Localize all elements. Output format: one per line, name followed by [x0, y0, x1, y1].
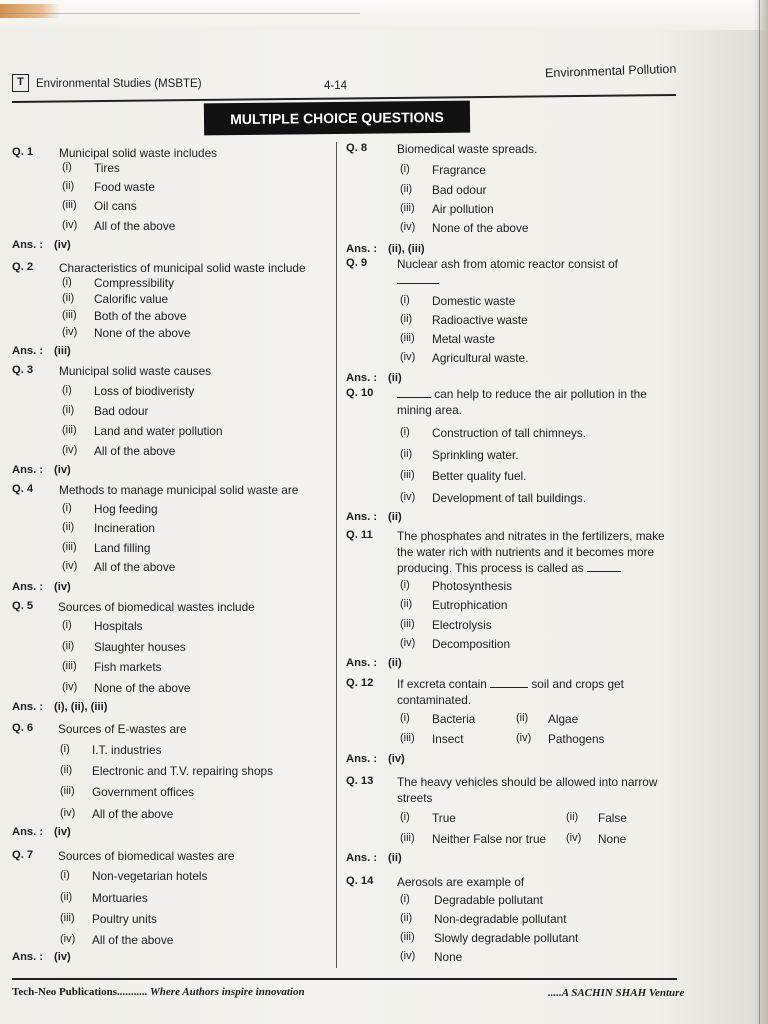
answer-value: (ii): [388, 852, 402, 864]
publisher-logo-icon: T: [12, 74, 29, 92]
question-number: Q. 7: [12, 849, 34, 861]
question-text: [397, 387, 647, 401]
page-number: 4-14: [324, 80, 348, 92]
option-number: (iii): [400, 618, 415, 630]
right-column: [346, 0, 676, 1024]
column-divider: [336, 142, 337, 968]
question-text-part: If excreta contain: [397, 677, 491, 691]
answer-value: (iii): [54, 345, 71, 357]
answer-value: (ii), (iii): [388, 243, 425, 255]
answer-label: Ans. :: [346, 852, 378, 864]
option-number: (iii): [400, 832, 415, 844]
option-number: (iv): [62, 219, 78, 231]
option-number: (i): [400, 893, 410, 905]
answer-value: (ii): [388, 657, 402, 669]
option-number: (i): [400, 712, 410, 724]
option-number: (i): [62, 502, 72, 514]
fill-blank: [397, 387, 431, 398]
option-number: (iv): [62, 444, 78, 456]
option-number: (iv): [62, 681, 78, 693]
option-number: (iv): [60, 933, 76, 945]
answer-value: (ii): [388, 372, 402, 384]
section-banner: MULTIPLE CHOICE QUESTIONS: [204, 101, 470, 136]
question-text: Biomedical waste spreads.: [397, 142, 538, 156]
option-text: Poultry units: [92, 912, 157, 926]
option-number: (ii): [400, 183, 413, 195]
option-text: Incineration: [94, 521, 155, 535]
option-number: (iv): [60, 807, 76, 819]
question-number: Q. 12: [346, 677, 374, 689]
option-number: (i): [62, 384, 72, 396]
option-number: (ii): [60, 891, 73, 903]
option-text: All of the above: [94, 219, 176, 233]
book-title: Environmental Studies (MSBTE): [36, 78, 202, 90]
option-text: Slaughter houses: [94, 640, 186, 654]
answer-label: Ans. :: [346, 243, 378, 255]
question-text: Sources of biomedical wastes are: [58, 849, 235, 863]
question-text: Aerosols are example of: [397, 875, 525, 889]
option-text: Bad odour: [432, 183, 487, 197]
option-text: Fragrance: [432, 163, 486, 177]
option-number: (i): [400, 294, 410, 306]
answer-value: (iv): [54, 239, 71, 251]
chapter-title: Environmental Pollution: [544, 61, 677, 81]
question-number: Q. 13: [346, 775, 374, 787]
answer-label: Ans. :: [12, 951, 44, 963]
question-number: Q. 6: [12, 722, 34, 734]
question-text: Sources of biomedical wastes include: [58, 600, 255, 614]
option-text: Food waste: [94, 180, 155, 194]
option-text: Photosynthesis: [432, 579, 513, 593]
option-number: (i): [400, 163, 410, 175]
question-text: contaminated.: [397, 693, 472, 707]
option-number: (ii): [62, 404, 75, 416]
answer-label: Ans. :: [12, 826, 44, 838]
option-text: Sprinkling water.: [432, 448, 519, 462]
option-number: (ii): [60, 764, 73, 776]
option-number: (iv): [400, 221, 416, 233]
option-number: (ii): [400, 912, 413, 924]
footer-publisher: [12, 986, 305, 998]
answer-label: Ans. :: [346, 511, 378, 523]
answer-value: (iv): [54, 951, 71, 963]
option-text: Tires: [94, 161, 120, 175]
option-text: None of the above: [94, 681, 191, 695]
option-number: (ii): [566, 811, 579, 823]
answer-label: Ans. :: [12, 581, 44, 593]
question-text-part: can help to reduce the air pollution in the: [431, 387, 647, 401]
footer-brand: Tech-Neo Publications: [12, 986, 118, 998]
question-number: Q. 11: [346, 529, 373, 541]
question-text: Characteristics of municipal solid waste include: [59, 261, 306, 275]
question-number: Q. 8: [346, 142, 368, 154]
option-number: (i): [62, 161, 72, 173]
option-text: None: [598, 832, 627, 846]
option-number: (iv): [566, 832, 582, 844]
option-text: All of the above: [92, 933, 174, 947]
left-column: [12, 0, 332, 1024]
option-text: Hospitals: [94, 619, 143, 633]
option-text: Loss of biodiveristy: [94, 384, 195, 398]
option-text: None of the above: [94, 326, 191, 340]
question-number: Q. 1: [12, 146, 34, 158]
question-text: Sources of E-wastes are: [58, 722, 187, 736]
option-text: None: [434, 950, 463, 964]
option-text: Both of the above: [94, 309, 187, 323]
question-number: Q. 2: [12, 261, 34, 273]
option-text: Compressibility: [94, 276, 174, 290]
option-number: (iv): [400, 950, 416, 962]
option-text: Slowly degradable pollutant: [434, 931, 579, 945]
option-text: Government offices: [92, 785, 195, 799]
option-text: Fish markets: [94, 660, 162, 674]
answer-label: Ans. :: [346, 753, 378, 765]
option-text: Non-vegetarian hotels: [92, 869, 208, 883]
question-text: Municipal solid waste includes: [59, 146, 218, 160]
answer-label: Ans. :: [12, 464, 44, 476]
fill-blank: [397, 273, 439, 284]
question-text: Municipal solid waste causes: [59, 364, 212, 378]
question-number: Q. 4: [12, 483, 34, 495]
option-text: False: [598, 811, 627, 825]
option-text: Pathogens: [548, 732, 605, 746]
answer-value: (ii): [388, 511, 402, 523]
fill-blank: [490, 677, 528, 688]
option-text: Agricultural waste.: [432, 351, 529, 365]
option-text: I.T. industries: [92, 743, 162, 757]
fill-blank: [587, 561, 621, 572]
option-number: (iv): [62, 326, 78, 338]
option-number: (i): [400, 811, 410, 823]
option-text: Oil cans: [94, 199, 137, 213]
answer-value: (iv): [388, 753, 405, 765]
option-text: Construction of tall chimneys.: [432, 426, 587, 440]
option-number: (iii): [400, 732, 415, 744]
option-text: Metal waste: [432, 332, 495, 346]
footer-tagline: Where Authors inspire innovation: [150, 986, 305, 998]
option-number: (iii): [62, 199, 77, 211]
option-text: Bad odour: [94, 404, 149, 418]
option-number: (iii): [60, 785, 75, 797]
answer-label: Ans. :: [346, 372, 378, 384]
option-number: (ii): [62, 292, 75, 304]
option-number: (iv): [62, 560, 78, 572]
option-text: Land filling: [94, 541, 151, 555]
option-text: Electrolysis: [432, 618, 492, 632]
question-number: Q. 10: [346, 387, 374, 399]
option-text: All of the above: [94, 444, 176, 458]
option-number: (iv): [516, 732, 532, 744]
question-text: Nuclear ash from atomic reactor consist of: [397, 257, 618, 271]
option-text: None of the above: [432, 221, 529, 235]
option-number: (ii): [400, 448, 413, 460]
option-text: Bacteria: [432, 712, 476, 726]
option-text: Better quality fuel.: [432, 469, 527, 483]
question-text-part: producing. This process is called as: [397, 561, 584, 575]
option-number: (iii): [62, 309, 77, 321]
option-text: Degradable pollutant: [434, 893, 543, 907]
answer-value: (iv): [54, 581, 71, 593]
option-text: Non-degradable pollutant: [434, 912, 567, 926]
answer-value: (i), (ii), (iii): [54, 701, 108, 713]
question-text: [397, 677, 624, 691]
question-text: streets: [397, 791, 433, 805]
option-text: Domestic waste: [432, 294, 516, 308]
option-number: (iii): [62, 660, 77, 672]
option-text: Air pollution: [432, 202, 494, 216]
option-text: Land and water pollution: [94, 424, 223, 438]
question-text: [397, 561, 621, 575]
option-number: (ii): [516, 712, 529, 724]
option-number: (ii): [62, 640, 75, 652]
option-text: Insect: [432, 732, 464, 746]
option-text: All of the above: [94, 560, 176, 574]
option-text: Mortuaries: [92, 891, 148, 905]
option-text: Algae: [548, 712, 579, 726]
option-number: (iii): [400, 202, 415, 214]
option-number: (i): [60, 869, 70, 881]
page-edge-line: [759, 0, 760, 1024]
option-number: (iii): [400, 332, 415, 344]
question-number: Q. 3: [12, 364, 34, 376]
option-number: (iii): [62, 424, 77, 436]
option-number: (i): [62, 619, 72, 631]
footer-dots: ...........: [117, 986, 148, 998]
option-number: (iii): [62, 541, 77, 553]
answer-value: (iv): [54, 826, 71, 838]
option-number: (i): [62, 276, 72, 288]
option-number: (i): [400, 426, 410, 438]
option-number: (iv): [400, 637, 416, 649]
option-number: (i): [60, 743, 70, 755]
option-number: (i): [400, 579, 410, 591]
option-number: (iii): [400, 469, 415, 481]
option-text: Radioactive waste: [432, 313, 528, 327]
option-text: Development of tall buildings.: [432, 491, 587, 505]
option-text: Hog feeding: [94, 502, 158, 516]
option-text: Decomposition: [432, 637, 511, 651]
answer-label: Ans. :: [12, 345, 44, 357]
option-text: Electronic and T.V. repairing shops: [92, 764, 273, 778]
option-number: (iv): [400, 491, 416, 503]
option-number: (ii): [62, 521, 75, 533]
question-number: Q. 5: [12, 600, 34, 612]
option-number: (ii): [400, 598, 413, 610]
footer-rule: [12, 978, 677, 980]
option-text: True: [432, 811, 456, 825]
question-text: The heavy vehicles should be allowed into narrow: [397, 775, 658, 789]
option-number: (iv): [400, 351, 416, 363]
answer-label: Ans. :: [12, 239, 44, 251]
option-number: (ii): [400, 313, 413, 325]
option-text: Eutrophication: [432, 598, 508, 612]
question-number: Q. 14: [346, 875, 374, 887]
option-number: (iii): [400, 931, 415, 943]
answer-label: Ans. :: [346, 657, 378, 669]
option-text: Neither False nor true: [432, 832, 547, 846]
option-text: Calorific value: [94, 292, 169, 306]
option-number: (iii): [60, 912, 75, 924]
page-edge-shadow: [754, 0, 768, 1024]
question-text: mining area.: [397, 403, 462, 417]
option-number: (ii): [62, 180, 75, 192]
answer-value: (iv): [54, 464, 71, 476]
question-text: [397, 273, 439, 287]
question-text-part: soil and crops get: [528, 677, 624, 691]
option-text: All of the above: [92, 807, 174, 821]
question-text: Methods to manage municipal solid waste are: [59, 483, 299, 497]
question-text: the water rich with nutrients and it becomes more: [397, 545, 655, 559]
footer-venture: .....A SACHIN SHAH Venture: [548, 987, 685, 999]
answer-label: Ans. :: [12, 701, 44, 713]
question-text: The phosphates and nitrates in the fertilizers, make: [397, 529, 665, 543]
question-number: Q. 9: [346, 257, 368, 269]
